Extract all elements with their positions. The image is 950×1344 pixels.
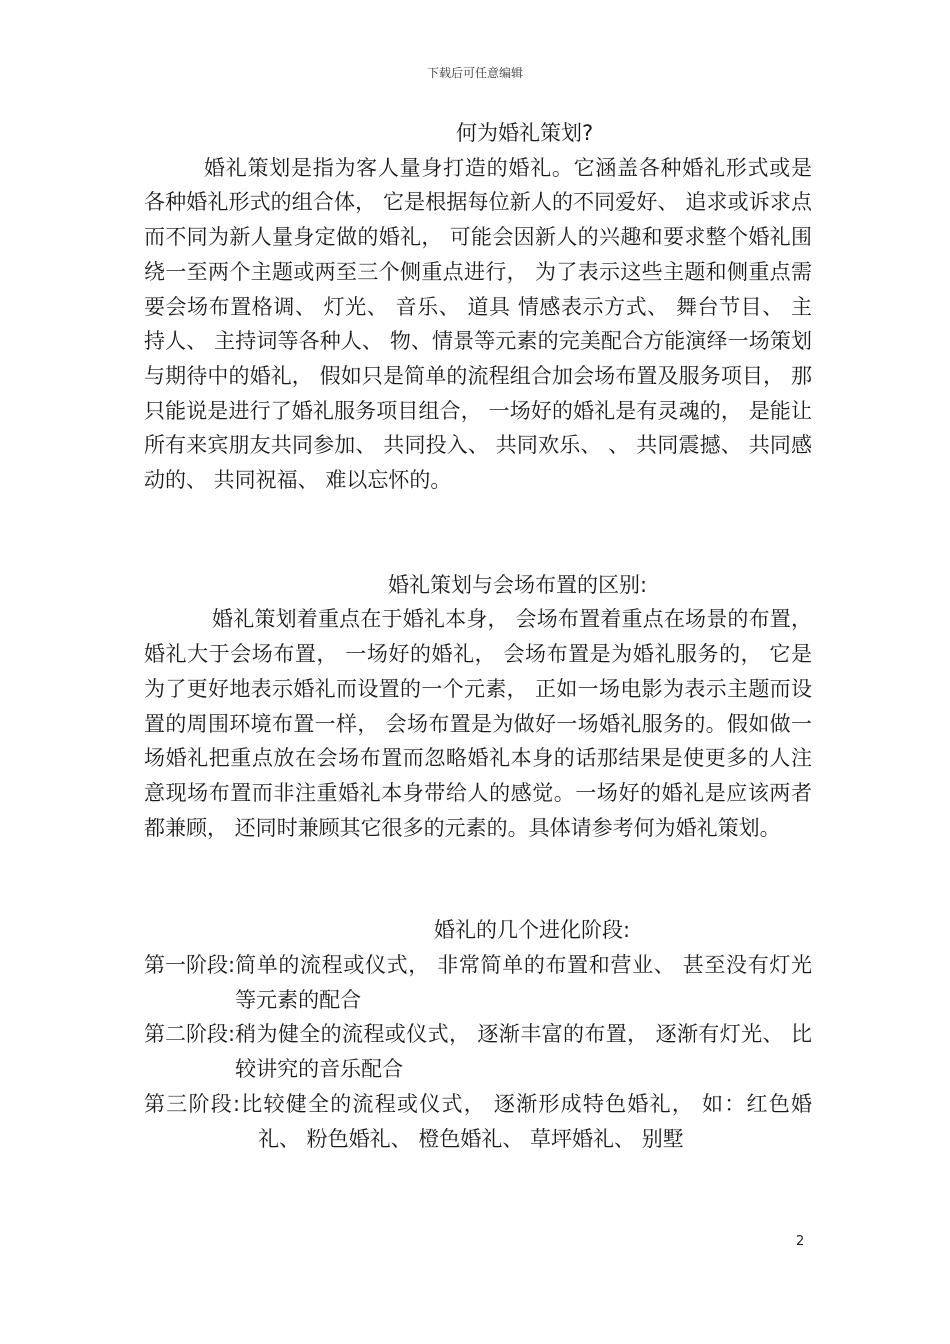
paragraph-planning-vs-venue: 婚礼策划着重点在于婚礼本身， 会场布置着重点在场景的布置， 婚礼大于会场布置， 一场好的婚礼， 会场布置是为婚礼服务的， 它是为了更好地表示婚礼而设置的一个元素， 正如一场电影为表示主题而设置的周围环境布置一样， 会场布置是为做好一场婚礼服务的。假如做一场婚礼把重点放在会场布置而忽略婚礼本身的话那结果是使更多的人注意现场布置而非注重婚礼本身带给人的感觉。一场好的婚礼是应该两者都兼顾， 还同时兼顾其它很多的元素的。具体请参考何为婚礼策划。 bbox=[144, 607, 812, 840]
stage-item-2 bbox=[144, 1017, 812, 1086]
page-header-note: 下载后可任意编辑 bbox=[426, 66, 523, 80]
paragraph-wedding-planning-definition: 婚礼策划是指为客人量身打造的婚礼。它涵盖各种婚礼形式或是各种婚礼形式的组合体， 它是根据每位新人的不同爱好、 追求或诉求点而不同为新人量身定做的婚礼， 可能会因新人的兴趣和要求整个婚礼围绕一至两个主题或两至三个侧重点进行， 为了表示这些主题和侧重点需要会场布置格调、 灯光、 音乐、 道具 情感表示方式、 舞台节目、 主持人、 主持词等各种人、 物、情景等元素的完美配合方能演绎一场策划与期待中的婚礼， 假如只是简单的流程组合加会场布置及服务项目， 那只能说是进行了婚礼服务项目组合， 一场好的婚礼是有灵魂的， 是能让所有来宾朋友共同参加、 共同投入、 共同欢乐、 、 共同震撼、 共同感动的、 共同祝福、 难以忘怀的。 bbox=[144, 155, 812, 493]
stage-label: 第三阶段: bbox=[144, 1091, 241, 1116]
stage-text: 比较健全的流程或仪式， 逐渐形成特色婚礼， 如：红色婚礼、 粉色婚礼、 橙色婚礼、 草坪婚礼、 别墅 bbox=[240, 1091, 812, 1151]
stage-item-1 bbox=[144, 948, 812, 1017]
stage-item-3 bbox=[144, 1087, 812, 1156]
stage-text: 简单的流程或仪式， 非常简单的布置和营业、 甚至没有灯光等元素的配合 bbox=[235, 953, 812, 1012]
stage-text: 稍为健全的流程或仪式， 逐渐丰富的布置， 逐渐有灯光、 比较讲究的音乐配合 bbox=[235, 1022, 812, 1082]
section-spacer bbox=[144, 498, 812, 568]
stage-label: 第二阶段: bbox=[144, 1022, 236, 1047]
section-heading-what-is-wedding-planning: 何为婚礼策划? bbox=[456, 121, 594, 145]
section-spacer bbox=[144, 845, 812, 913]
document-body bbox=[144, 116, 812, 1156]
section-heading-planning-vs-venue: 婚礼策划与会场布置的区别: bbox=[388, 572, 648, 597]
section-heading-evolution-stages: 婚礼的几个进化阶段: bbox=[434, 918, 631, 943]
stage-label: 第一阶段: bbox=[144, 953, 236, 978]
page-number: 2 bbox=[796, 1234, 805, 1249]
